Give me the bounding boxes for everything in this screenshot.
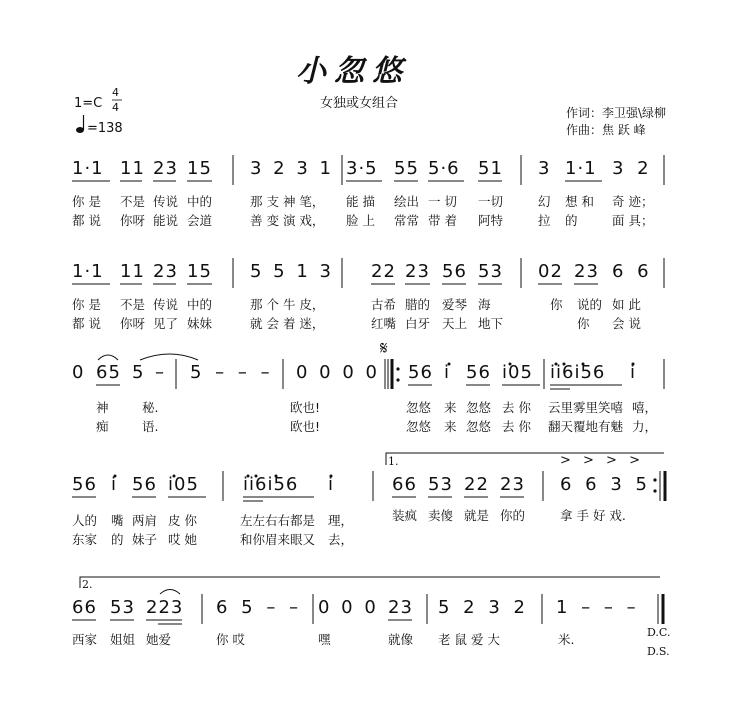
note-group: i — [630, 362, 637, 383]
note-group: 5 – – – — [190, 362, 271, 383]
lyric: 忽悠 — [406, 419, 432, 434]
note-group: 23 — [153, 158, 178, 179]
lyric: 你 是 — [72, 297, 101, 312]
lyric: 的 — [111, 532, 124, 547]
note-group: 3 — [538, 158, 551, 179]
lyric: 你 — [550, 297, 563, 312]
lyric: 会 说 — [612, 316, 641, 331]
lyric: 嘿 — [318, 632, 331, 647]
note-group: 3 2 — [612, 158, 650, 179]
note-group: 0 0 0 — [318, 597, 377, 618]
dc-marking: D.C. — [647, 626, 671, 639]
song-title: 小忽悠 — [296, 54, 410, 89]
lyric: 西家 — [72, 632, 98, 647]
first-ending-label: 1. — [388, 455, 399, 468]
lyric: 嘴 — [111, 513, 124, 528]
lyric: 你 是 — [72, 194, 101, 209]
note-group: 23 — [153, 261, 178, 282]
lyric: 哎 她 — [168, 532, 197, 547]
lyric: 你呀 — [120, 316, 146, 331]
lyric: 妹子 — [132, 532, 158, 547]
lyric: 能 描 — [346, 194, 375, 209]
note-group: 1·1 — [565, 158, 597, 179]
lyric: 幻 — [538, 194, 551, 209]
lyric: 拉 — [538, 213, 551, 228]
note-group: 5·6 — [428, 158, 460, 179]
lyric: 白牙 — [405, 316, 431, 331]
note-group: 5 2 3 2 — [438, 597, 526, 618]
lyric: 云里雾里笑嘻 — [548, 400, 624, 415]
lyric: 传说 — [153, 297, 179, 312]
lyric: 两肩 — [132, 513, 158, 528]
note-group: i — [444, 362, 451, 383]
lyric: 秘. — [142, 400, 159, 415]
time-signature-top: 4 — [112, 86, 119, 99]
lyric: 如 此 — [612, 297, 641, 312]
note-group: 02 — [538, 261, 563, 282]
key-signature: 1=C — [74, 96, 103, 111]
lyric: 绘出 — [394, 194, 420, 209]
lyric: 人的 — [72, 513, 98, 528]
note-group: 23 — [574, 261, 599, 282]
lyric: 天上 — [442, 316, 468, 331]
note-group: 11 — [120, 261, 145, 282]
note-group: 53 — [110, 597, 135, 618]
note-group: 11 — [120, 158, 145, 179]
lyric: 左左右右都是 — [240, 513, 316, 528]
note-group: i05 — [502, 362, 533, 383]
note-group: 23 — [500, 474, 525, 495]
note-group: 66 — [392, 474, 417, 495]
note-group: 53 — [478, 261, 503, 282]
note-group: 6 6 3 5 — [560, 474, 648, 495]
lyric: 都 说 — [72, 213, 101, 228]
lyric: 皮 你 — [168, 513, 197, 528]
note-group: 3·5 — [346, 158, 378, 179]
note-group: 66 — [72, 597, 97, 618]
lyric: 一 切 — [428, 194, 457, 209]
lyric: 你 — [577, 316, 590, 331]
note-group: ii6i56 — [550, 362, 606, 383]
note-group: i — [328, 474, 335, 495]
lyric: 忽悠 — [406, 400, 432, 415]
lyric: 装疯 — [392, 508, 418, 523]
lyric: 你呀 — [120, 213, 146, 228]
lyric: 忽悠 — [466, 400, 492, 415]
tempo-marking: =138 — [87, 121, 123, 136]
lyric: 神 — [96, 400, 109, 415]
time-signature-bottom: 4 — [112, 101, 119, 114]
lyric: 来 — [444, 419, 457, 434]
lyric: 地下 — [478, 316, 504, 331]
lyric: 的 — [565, 213, 578, 228]
note-group: 3 2 3 1 — [250, 158, 332, 179]
second-ending-bracket — [80, 577, 660, 588]
composer-credit: 作曲：焦 跃 峰 — [566, 123, 646, 137]
lyricist-credit: 作词：李卫强\绿柳 — [566, 106, 667, 120]
lyric: 语. — [142, 419, 159, 434]
note-group: – — [155, 362, 165, 383]
lyric: 爱琴 — [442, 297, 468, 312]
note-group: 65 — [96, 362, 121, 383]
note-group: 5 — [132, 362, 145, 383]
lyric: 阿特 — [478, 213, 504, 228]
lyric: 那 个 牛 皮， — [250, 297, 325, 312]
accent-marks: > > > > — [560, 453, 644, 468]
lyric: 带 着 — [428, 213, 457, 228]
note-group: 22 — [464, 474, 489, 495]
lyric: 妹妹 — [187, 316, 213, 331]
lyric: 想 和 — [565, 194, 594, 209]
lyric: 红嘴 — [371, 316, 397, 331]
note-group: 5 5 1 3 — [250, 261, 332, 282]
note-group: 223 — [146, 597, 184, 618]
lyric: 你的 — [500, 508, 526, 523]
note-group: 1 – – – — [556, 597, 637, 618]
lyric: 姐姐 — [110, 632, 136, 647]
lyric: 和你眉来眼又 — [240, 532, 316, 547]
lyric: 拿 手 好 戏. — [560, 508, 626, 523]
lyric: 奇 迹； — [612, 194, 654, 209]
lyric: 忽悠 — [466, 419, 492, 434]
lyric: 力， — [632, 419, 658, 434]
lyric: 海 — [478, 297, 491, 312]
note-group: 56 — [442, 261, 467, 282]
lyric: 中的 — [187, 297, 213, 312]
lyric: 老 鼠 爱 大 — [438, 632, 500, 647]
lyric: 欧也! — [290, 400, 321, 415]
lyric: 痴 — [96, 419, 109, 434]
segno-sign: 𝄋 — [380, 338, 388, 359]
lyric: 都 说 — [72, 316, 101, 331]
lyric: 去 你 — [502, 419, 531, 434]
lyric: 善 变 演 戏， — [250, 213, 325, 228]
lyric: 东家 — [72, 532, 98, 547]
lyric: 去 你 — [502, 400, 531, 415]
note-group: 55 — [394, 158, 419, 179]
lyric: 腊的 — [405, 297, 431, 312]
lyric: 去， — [328, 532, 354, 547]
second-ending-label: 2. — [82, 578, 93, 591]
note-group: 56 — [132, 474, 157, 495]
lyric: 面 具； — [612, 213, 654, 228]
note-group: 51 — [478, 158, 503, 179]
note-group: 1·1 — [72, 158, 104, 179]
lyric: 不是 — [120, 194, 146, 209]
lyric: 说的 — [577, 297, 603, 312]
note-group: 1·1 — [72, 261, 104, 282]
lyric: 一切 — [478, 194, 504, 209]
quarter-note-icon — [76, 115, 84, 133]
lyric: 古希 — [371, 297, 397, 312]
lyric: 就 会 着 迷， — [250, 316, 325, 331]
note-group: 56 — [72, 474, 97, 495]
ds-marking: D.S. — [647, 645, 670, 658]
lyric: 米. — [558, 632, 575, 647]
note-group: 6 5 – – — [216, 597, 300, 618]
lyric: 就是 — [464, 508, 490, 523]
note-group: 53 — [428, 474, 453, 495]
lyric: 来 — [444, 400, 457, 415]
lyric: 常常 — [394, 213, 420, 228]
lyric: 能说 — [153, 213, 179, 228]
note-group: 15 — [187, 261, 212, 282]
lyric: 就像 — [388, 632, 414, 647]
lyric: 会道 — [187, 213, 213, 228]
lyric: 传说 — [153, 194, 179, 209]
note-group: i — [111, 474, 118, 495]
lyric: 翻天覆地有魅 — [548, 419, 624, 434]
note-group: i05 — [168, 474, 199, 495]
note-group: 56 — [466, 362, 491, 383]
lyric: 理， — [328, 513, 354, 528]
note-group: 22 — [371, 261, 396, 282]
lyric: 你 哎 — [216, 632, 245, 647]
lyric: 卖傻 — [428, 508, 454, 523]
note-group: 23 — [388, 597, 413, 618]
lyric: 脸 上 — [346, 213, 375, 228]
note-group: 23 — [405, 261, 430, 282]
note-group: 56 — [408, 362, 433, 383]
note-group: ii6i56 — [243, 474, 299, 495]
lyric: 嘻， — [632, 400, 658, 415]
lyric: 见了 — [153, 316, 179, 331]
lyric: 不是 — [120, 297, 146, 312]
note-group: 0 0 0 0 — [296, 362, 378, 383]
lyric: 她爱 — [146, 632, 172, 647]
note-group: 6 6 — [612, 261, 650, 282]
lyric: 那 支 神 笔， — [250, 194, 325, 209]
lyric: 中的 — [187, 194, 213, 209]
lyric: 欧也! — [290, 419, 321, 434]
song-subtitle: 女独或女组合 — [320, 96, 399, 111]
note-group: 15 — [187, 158, 212, 179]
note-group: 0 — [72, 362, 85, 383]
